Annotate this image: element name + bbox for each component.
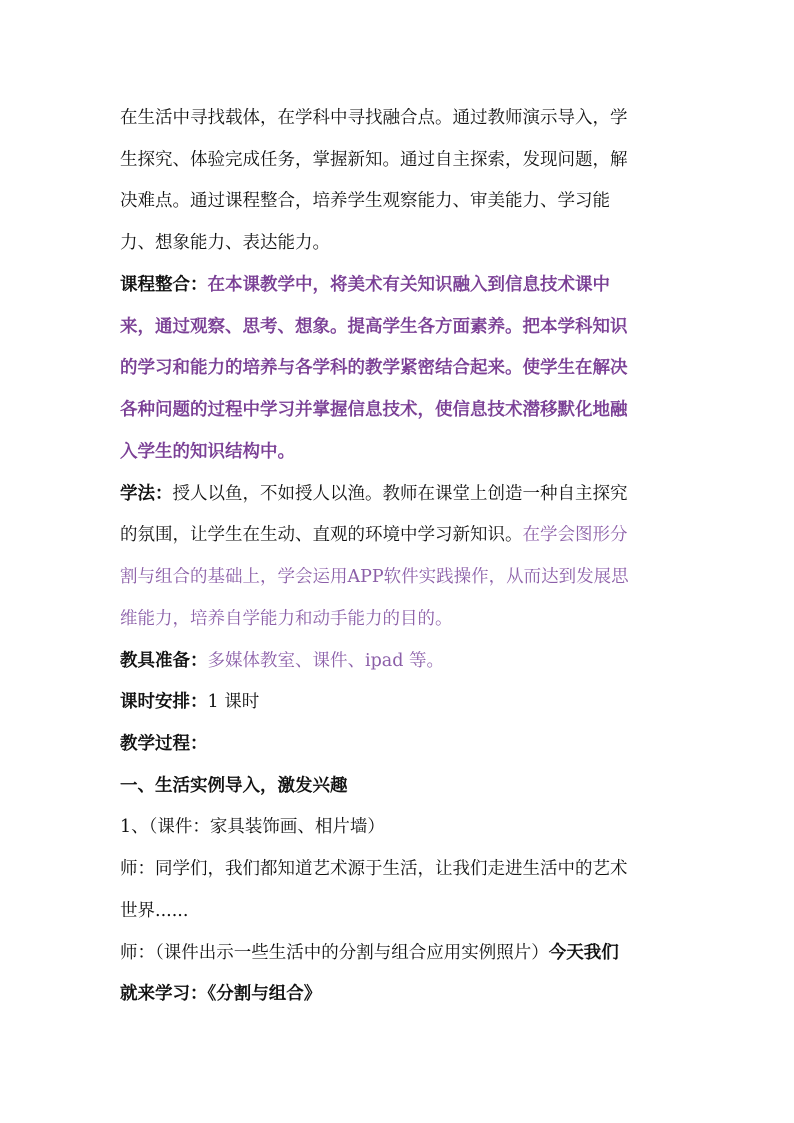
method-line-2: [120, 524, 628, 546]
tools-line: [120, 650, 444, 672]
integration-line-5: 入学生的知识结构中。: [120, 442, 295, 462]
intro-line-4: 力、想象能力、表达能力。: [120, 233, 330, 253]
teacher2-line-2: 就来学习：《分割与组合》: [120, 984, 322, 1004]
integration-label: 课程整合：: [120, 275, 208, 295]
integration-line-2: 来，通过观察、思考、想象。提高学生各方面素养。把本学科知识: [120, 317, 628, 337]
schedule-value: 1 课时: [207, 692, 260, 712]
schedule-label: 课时安排：: [120, 692, 208, 712]
method-line-1: [120, 483, 628, 505]
teacher2-line-1: [120, 942, 619, 964]
schedule-line: [120, 691, 259, 713]
teacher2-plain: 师：（课件出示一些生活中的分割与组合应用实例照片）: [120, 943, 549, 963]
section1-heading: 一、生活实例导入，激发兴趣: [120, 776, 348, 796]
integration-line-3: 的学习和能力的培养与各学科的教学紧密结合起来。使学生在解决: [120, 358, 628, 378]
method-text-1: 授人以鱼，不如授人以渔。教师在课堂上创造一种自主探究: [172, 484, 628, 504]
tools-label: 教具准备：: [120, 651, 208, 671]
tools-value: 多媒体教室、课件、ipad 等。: [207, 651, 444, 671]
integration-text-1: 在本课教学中，将美术有关知识融入到信息技术课中: [207, 275, 610, 295]
integration-line-4: 各种问题的过程中学习并掌握信息技术，使信息技术潜移默化地融: [120, 400, 628, 420]
process-heading: 教学过程：: [120, 734, 208, 754]
integration-line-1: [120, 274, 610, 296]
intro-line-1: 在生活中寻找载体，在学科中寻找融合点。通过教师演示导入，学: [120, 108, 628, 128]
method-label: 学法：: [120, 484, 173, 504]
method-text-2b: 在学会图形分: [522, 525, 628, 545]
intro-line-3: 决难点。通过课程整合，培养学生观察能力、审美能力、学习能: [120, 191, 610, 211]
method-line-4: 维能力，培养自学能力和动手能力的目的。: [120, 609, 453, 629]
item-1: 1、（课件：家具装饰画、相片墙）: [120, 817, 385, 837]
method-line-3: 割与组合的基础上，学会运用APP软件实践操作，从而达到发展思: [120, 567, 629, 587]
teacher2-bold: 今天我们: [548, 943, 619, 963]
teacher1-line-1: 师：同学们，我们都知道艺术源于生活，让我们走进生活中的艺术: [120, 859, 628, 879]
method-text-2a: 的氛围，让学生在生动、直观的环境中学习新知识。: [120, 525, 523, 545]
intro-line-2: 生探究、体验完成任务，掌握新知。通过自主探索，发现问题，解: [120, 150, 628, 170]
teacher1-line-2: 世界......: [120, 901, 189, 921]
